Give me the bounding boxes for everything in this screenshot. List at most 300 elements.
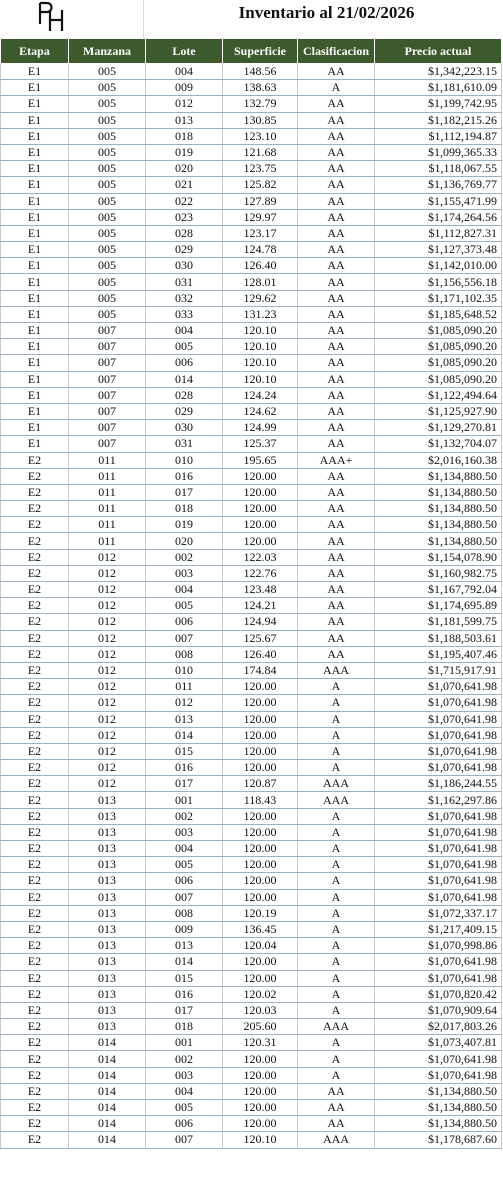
- table-row[interactable]: [1, 112, 502, 128]
- manzana-cell[interactable]: 012: [69, 776, 146, 792]
- lote-cell[interactable]: 016: [146, 468, 223, 484]
- superficie-cell[interactable]: 120.00: [223, 1083, 298, 1099]
- manzana-cell[interactable]: 005: [69, 128, 146, 144]
- clasificacion-cell[interactable]: AA: [298, 112, 375, 128]
- clasificacion-cell[interactable]: A: [298, 1067, 375, 1083]
- etapa-cell[interactable]: E1: [1, 436, 69, 452]
- table-row[interactable]: [1, 1035, 502, 1051]
- clasificacion-cell[interactable]: AA: [298, 96, 375, 112]
- precio-cell[interactable]: $1,070,641.98: [375, 1051, 502, 1067]
- clasificacion-cell[interactable]: AA: [298, 517, 375, 533]
- lote-cell[interactable]: 019: [146, 144, 223, 160]
- superficie-cell[interactable]: 138.63: [223, 80, 298, 96]
- clasificacion-cell[interactable]: A: [298, 760, 375, 776]
- manzana-cell[interactable]: 013: [69, 1002, 146, 1018]
- etapa-cell[interactable]: E1: [1, 161, 69, 177]
- lote-cell[interactable]: 009: [146, 921, 223, 937]
- table-row[interactable]: [1, 727, 502, 743]
- etapa-cell[interactable]: E2: [1, 1067, 69, 1083]
- superficie-cell[interactable]: 129.97: [223, 209, 298, 225]
- superficie-cell[interactable]: 120.10: [223, 355, 298, 371]
- table-row[interactable]: [1, 760, 502, 776]
- manzana-cell[interactable]: 012: [69, 598, 146, 614]
- superficie-cell[interactable]: 120.00: [223, 889, 298, 905]
- superficie-cell[interactable]: 120.04: [223, 938, 298, 954]
- manzana-cell[interactable]: 005: [69, 193, 146, 209]
- manzana-cell[interactable]: 011: [69, 468, 146, 484]
- table-row[interactable]: [1, 662, 502, 678]
- clasificacion-cell[interactable]: A: [298, 743, 375, 759]
- manzana-cell[interactable]: 012: [69, 743, 146, 759]
- manzana-cell[interactable]: 012: [69, 549, 146, 565]
- clasificacion-cell[interactable]: A: [298, 873, 375, 889]
- precio-cell[interactable]: $1,199,742.95: [375, 96, 502, 112]
- precio-cell[interactable]: $1,122,494.64: [375, 387, 502, 403]
- superficie-cell[interactable]: 120.00: [223, 760, 298, 776]
- clasificacion-cell[interactable]: AA: [298, 193, 375, 209]
- lote-cell[interactable]: 007: [146, 1132, 223, 1148]
- lote-cell[interactable]: 004: [146, 64, 223, 80]
- precio-cell[interactable]: $1,112,194.87: [375, 128, 502, 144]
- table-row[interactable]: [1, 355, 502, 371]
- etapa-cell[interactable]: E2: [1, 501, 69, 517]
- manzana-cell[interactable]: 012: [69, 695, 146, 711]
- etapa-cell[interactable]: E2: [1, 598, 69, 614]
- superficie-cell[interactable]: 120.00: [223, 468, 298, 484]
- superficie-cell[interactable]: 120.03: [223, 1002, 298, 1018]
- precio-cell[interactable]: $1,070,641.98: [375, 711, 502, 727]
- column-header-precio-actual[interactable]: Precio actual: [375, 39, 502, 64]
- superficie-cell[interactable]: 124.21: [223, 598, 298, 614]
- table-row[interactable]: [1, 938, 502, 954]
- table-row[interactable]: [1, 808, 502, 824]
- precio-cell[interactable]: $1,134,880.50: [375, 1083, 502, 1099]
- lote-cell[interactable]: 030: [146, 258, 223, 274]
- etapa-cell[interactable]: E2: [1, 1002, 69, 1018]
- clasificacion-cell[interactable]: AA: [298, 290, 375, 306]
- manzana-cell[interactable]: 013: [69, 970, 146, 986]
- precio-cell[interactable]: $1,070,641.98: [375, 743, 502, 759]
- superficie-cell[interactable]: 126.40: [223, 646, 298, 662]
- clasificacion-cell[interactable]: AAA: [298, 792, 375, 808]
- table-row[interactable]: [1, 679, 502, 695]
- precio-cell[interactable]: $1,099,365.33: [375, 144, 502, 160]
- table-row[interactable]: [1, 452, 502, 468]
- superficie-cell[interactable]: 120.00: [223, 727, 298, 743]
- precio-cell[interactable]: $1,070,909.64: [375, 1002, 502, 1018]
- etapa-cell[interactable]: E2: [1, 776, 69, 792]
- table-row[interactable]: [1, 549, 502, 565]
- manzana-cell[interactable]: 005: [69, 225, 146, 241]
- etapa-cell[interactable]: E2: [1, 549, 69, 565]
- precio-cell[interactable]: $1,070,641.98: [375, 873, 502, 889]
- superficie-cell[interactable]: 128.01: [223, 274, 298, 290]
- etapa-cell[interactable]: E2: [1, 452, 69, 468]
- precio-cell[interactable]: $1,070,820.42: [375, 986, 502, 1002]
- lote-cell[interactable]: 015: [146, 743, 223, 759]
- manzana-cell[interactable]: 013: [69, 857, 146, 873]
- superficie-cell[interactable]: 120.00: [223, 743, 298, 759]
- manzana-cell[interactable]: 014: [69, 1083, 146, 1099]
- superficie-cell[interactable]: 136.45: [223, 921, 298, 937]
- manzana-cell[interactable]: 013: [69, 873, 146, 889]
- table-row[interactable]: [1, 80, 502, 96]
- table-row[interactable]: [1, 193, 502, 209]
- manzana-cell[interactable]: 012: [69, 727, 146, 743]
- lote-cell[interactable]: 020: [146, 161, 223, 177]
- precio-cell[interactable]: $1,072,337.17: [375, 905, 502, 921]
- etapa-cell[interactable]: E2: [1, 743, 69, 759]
- superficie-cell[interactable]: 120.00: [223, 711, 298, 727]
- table-row[interactable]: [1, 371, 502, 387]
- precio-cell[interactable]: $1,070,641.98: [375, 1067, 502, 1083]
- table-row[interactable]: [1, 209, 502, 225]
- table-row[interactable]: [1, 1051, 502, 1067]
- clasificacion-cell[interactable]: A: [298, 889, 375, 905]
- manzana-cell[interactable]: 007: [69, 436, 146, 452]
- lote-cell[interactable]: 013: [146, 112, 223, 128]
- precio-cell[interactable]: $1,073,407.81: [375, 1035, 502, 1051]
- superficie-cell[interactable]: 129.62: [223, 290, 298, 306]
- lote-cell[interactable]: 002: [146, 1051, 223, 1067]
- lote-cell[interactable]: 020: [146, 533, 223, 549]
- clasificacion-cell[interactable]: AA: [298, 209, 375, 225]
- clasificacion-cell[interactable]: AA: [298, 64, 375, 80]
- lote-cell[interactable]: 007: [146, 630, 223, 646]
- clasificacion-cell[interactable]: AAA+: [298, 452, 375, 468]
- lote-cell[interactable]: 033: [146, 306, 223, 322]
- etapa-cell[interactable]: E1: [1, 144, 69, 160]
- superficie-cell[interactable]: 120.10: [223, 371, 298, 387]
- superficie-cell[interactable]: 120.00: [223, 1051, 298, 1067]
- etapa-cell[interactable]: E2: [1, 662, 69, 678]
- manzana-cell[interactable]: 014: [69, 1051, 146, 1067]
- table-row[interactable]: [1, 614, 502, 630]
- manzana-cell[interactable]: 013: [69, 938, 146, 954]
- table-row[interactable]: [1, 743, 502, 759]
- manzana-cell[interactable]: 005: [69, 64, 146, 80]
- table-row[interactable]: [1, 792, 502, 808]
- etapa-cell[interactable]: E2: [1, 889, 69, 905]
- etapa-cell[interactable]: E1: [1, 193, 69, 209]
- clasificacion-cell[interactable]: AA: [298, 161, 375, 177]
- etapa-cell[interactable]: E2: [1, 792, 69, 808]
- lote-cell[interactable]: 011: [146, 679, 223, 695]
- table-row[interactable]: [1, 954, 502, 970]
- precio-cell[interactable]: $1,070,641.98: [375, 727, 502, 743]
- lote-cell[interactable]: 006: [146, 873, 223, 889]
- etapa-cell[interactable]: E2: [1, 1083, 69, 1099]
- superficie-cell[interactable]: 120.00: [223, 1116, 298, 1132]
- etapa-cell[interactable]: E1: [1, 274, 69, 290]
- lote-cell[interactable]: 014: [146, 727, 223, 743]
- table-row[interactable]: [1, 436, 502, 452]
- table-row[interactable]: [1, 582, 502, 598]
- etapa-cell[interactable]: E1: [1, 80, 69, 96]
- etapa-cell[interactable]: E2: [1, 565, 69, 581]
- manzana-cell[interactable]: 013: [69, 905, 146, 921]
- precio-cell[interactable]: $1,134,880.50: [375, 1100, 502, 1116]
- table-row[interactable]: [1, 646, 502, 662]
- lote-cell[interactable]: 002: [146, 808, 223, 824]
- lote-cell[interactable]: 004: [146, 582, 223, 598]
- clasificacion-cell[interactable]: AA: [298, 128, 375, 144]
- clasificacion-cell[interactable]: AA: [298, 225, 375, 241]
- etapa-cell[interactable]: E2: [1, 954, 69, 970]
- precio-cell[interactable]: $1,186,244.55: [375, 776, 502, 792]
- precio-cell[interactable]: $1,085,090.20: [375, 339, 502, 355]
- lote-cell[interactable]: 028: [146, 387, 223, 403]
- manzana-cell[interactable]: 011: [69, 517, 146, 533]
- table-row[interactable]: [1, 64, 502, 80]
- lote-cell[interactable]: 032: [146, 290, 223, 306]
- precio-cell[interactable]: $1,070,641.98: [375, 857, 502, 873]
- precio-cell[interactable]: $1,217,409.15: [375, 921, 502, 937]
- table-row[interactable]: [1, 1083, 502, 1099]
- clasificacion-cell[interactable]: AA: [298, 468, 375, 484]
- etapa-cell[interactable]: E2: [1, 727, 69, 743]
- manzana-cell[interactable]: 011: [69, 533, 146, 549]
- etapa-cell[interactable]: E1: [1, 387, 69, 403]
- precio-cell[interactable]: $1,134,880.50: [375, 468, 502, 484]
- manzana-cell[interactable]: 007: [69, 420, 146, 436]
- clasificacion-cell[interactable]: AA: [298, 436, 375, 452]
- manzana-cell[interactable]: 013: [69, 841, 146, 857]
- precio-cell[interactable]: $1,112,827.31: [375, 225, 502, 241]
- superficie-cell[interactable]: 124.78: [223, 242, 298, 258]
- etapa-cell[interactable]: E2: [1, 614, 69, 630]
- column-header-etapa[interactable]: Etapa: [1, 39, 69, 64]
- lote-cell[interactable]: 005: [146, 1100, 223, 1116]
- table-row[interactable]: [1, 290, 502, 306]
- lote-cell[interactable]: 008: [146, 905, 223, 921]
- etapa-cell[interactable]: E2: [1, 905, 69, 921]
- manzana-cell[interactable]: 007: [69, 371, 146, 387]
- superficie-cell[interactable]: 120.00: [223, 873, 298, 889]
- etapa-cell[interactable]: E2: [1, 857, 69, 873]
- etapa-cell[interactable]: E2: [1, 484, 69, 500]
- lote-cell[interactable]: 007: [146, 889, 223, 905]
- etapa-cell[interactable]: E2: [1, 711, 69, 727]
- superficie-cell[interactable]: 123.10: [223, 128, 298, 144]
- precio-cell[interactable]: $1,181,599.75: [375, 614, 502, 630]
- table-row[interactable]: [1, 177, 502, 193]
- lote-cell[interactable]: 028: [146, 225, 223, 241]
- precio-cell[interactable]: $1,162,297.86: [375, 792, 502, 808]
- etapa-cell[interactable]: E1: [1, 420, 69, 436]
- superficie-cell[interactable]: 205.60: [223, 1019, 298, 1035]
- lote-cell[interactable]: 029: [146, 403, 223, 419]
- table-row[interactable]: [1, 1067, 502, 1083]
- clasificacion-cell[interactable]: AA: [298, 323, 375, 339]
- clasificacion-cell[interactable]: AA: [298, 258, 375, 274]
- clasificacion-cell[interactable]: AA: [298, 1116, 375, 1132]
- manzana-cell[interactable]: 013: [69, 954, 146, 970]
- manzana-cell[interactable]: 012: [69, 662, 146, 678]
- precio-cell[interactable]: $1,070,641.98: [375, 889, 502, 905]
- clasificacion-cell[interactable]: AA: [298, 1083, 375, 1099]
- manzana-cell[interactable]: 007: [69, 403, 146, 419]
- clasificacion-cell[interactable]: A: [298, 80, 375, 96]
- superficie-cell[interactable]: 120.19: [223, 905, 298, 921]
- manzana-cell[interactable]: 013: [69, 986, 146, 1002]
- table-row[interactable]: [1, 484, 502, 500]
- etapa-cell[interactable]: E1: [1, 225, 69, 241]
- manzana-cell[interactable]: 007: [69, 339, 146, 355]
- precio-cell[interactable]: $1,715,917.91: [375, 662, 502, 678]
- etapa-cell[interactable]: E1: [1, 258, 69, 274]
- table-row[interactable]: [1, 776, 502, 792]
- precio-cell[interactable]: $1,171,102.35: [375, 290, 502, 306]
- manzana-cell[interactable]: 011: [69, 452, 146, 468]
- superficie-cell[interactable]: 125.37: [223, 436, 298, 452]
- superficie-cell[interactable]: 120.10: [223, 1132, 298, 1148]
- etapa-cell[interactable]: E1: [1, 128, 69, 144]
- lote-cell[interactable]: 018: [146, 128, 223, 144]
- manzana-cell[interactable]: 012: [69, 582, 146, 598]
- superficie-cell[interactable]: 124.99: [223, 420, 298, 436]
- manzana-cell[interactable]: 005: [69, 161, 146, 177]
- column-header-manzana[interactable]: Manzana: [69, 39, 146, 64]
- table-row[interactable]: [1, 420, 502, 436]
- clasificacion-cell[interactable]: AAA: [298, 776, 375, 792]
- superficie-cell[interactable]: 120.00: [223, 501, 298, 517]
- clasificacion-cell[interactable]: AA: [298, 371, 375, 387]
- superficie-cell[interactable]: 123.17: [223, 225, 298, 241]
- table-row[interactable]: [1, 1019, 502, 1035]
- column-header-clasificacion[interactable]: Clasificacion: [298, 39, 375, 64]
- etapa-cell[interactable]: E2: [1, 970, 69, 986]
- manzana-cell[interactable]: 005: [69, 274, 146, 290]
- manzana-cell[interactable]: 014: [69, 1035, 146, 1051]
- superficie-cell[interactable]: 120.10: [223, 323, 298, 339]
- manzana-cell[interactable]: 013: [69, 824, 146, 840]
- etapa-cell[interactable]: E2: [1, 824, 69, 840]
- precio-cell[interactable]: $1,085,090.20: [375, 371, 502, 387]
- clasificacion-cell[interactable]: AA: [298, 177, 375, 193]
- manzana-cell[interactable]: 012: [69, 565, 146, 581]
- clasificacion-cell[interactable]: AA: [298, 144, 375, 160]
- manzana-cell[interactable]: 013: [69, 921, 146, 937]
- etapa-cell[interactable]: E2: [1, 630, 69, 646]
- table-row[interactable]: [1, 96, 502, 112]
- clasificacion-cell[interactable]: A: [298, 938, 375, 954]
- etapa-cell[interactable]: E1: [1, 355, 69, 371]
- lote-cell[interactable]: 021: [146, 177, 223, 193]
- lote-cell[interactable]: 015: [146, 970, 223, 986]
- lote-cell[interactable]: 004: [146, 323, 223, 339]
- table-row[interactable]: [1, 339, 502, 355]
- superficie-cell[interactable]: 195.65: [223, 452, 298, 468]
- superficie-cell[interactable]: 120.00: [223, 679, 298, 695]
- manzana-cell[interactable]: 005: [69, 209, 146, 225]
- table-row[interactable]: [1, 889, 502, 905]
- table-row[interactable]: [1, 258, 502, 274]
- superficie-cell[interactable]: 126.40: [223, 258, 298, 274]
- clasificacion-cell[interactable]: A: [298, 1002, 375, 1018]
- manzana-cell[interactable]: 011: [69, 501, 146, 517]
- clasificacion-cell[interactable]: A: [298, 711, 375, 727]
- superficie-cell[interactable]: 131.23: [223, 306, 298, 322]
- manzana-cell[interactable]: 013: [69, 808, 146, 824]
- clasificacion-cell[interactable]: AA: [298, 242, 375, 258]
- superficie-cell[interactable]: 148.56: [223, 64, 298, 80]
- superficie-cell[interactable]: 120.00: [223, 857, 298, 873]
- etapa-cell[interactable]: E2: [1, 1019, 69, 1035]
- manzana-cell[interactable]: 011: [69, 484, 146, 500]
- etapa-cell[interactable]: E1: [1, 209, 69, 225]
- lote-cell[interactable]: 017: [146, 1002, 223, 1018]
- lote-cell[interactable]: 012: [146, 96, 223, 112]
- etapa-cell[interactable]: E2: [1, 921, 69, 937]
- etapa-cell[interactable]: E1: [1, 290, 69, 306]
- clasificacion-cell[interactable]: AA: [298, 646, 375, 662]
- superficie-cell[interactable]: 120.00: [223, 970, 298, 986]
- clasificacion-cell[interactable]: AA: [298, 420, 375, 436]
- table-row[interactable]: [1, 501, 502, 517]
- superficie-cell[interactable]: 174.84: [223, 662, 298, 678]
- lote-cell[interactable]: 006: [146, 1116, 223, 1132]
- clasificacion-cell[interactable]: A: [298, 986, 375, 1002]
- manzana-cell[interactable]: 014: [69, 1116, 146, 1132]
- clasificacion-cell[interactable]: A: [298, 808, 375, 824]
- lote-cell[interactable]: 001: [146, 1035, 223, 1051]
- precio-cell[interactable]: $1,156,556.18: [375, 274, 502, 290]
- lote-cell[interactable]: 016: [146, 986, 223, 1002]
- clasificacion-cell[interactable]: AA: [298, 501, 375, 517]
- lote-cell[interactable]: 005: [146, 339, 223, 355]
- superficie-cell[interactable]: 120.00: [223, 533, 298, 549]
- etapa-cell[interactable]: E2: [1, 873, 69, 889]
- etapa-cell[interactable]: E1: [1, 403, 69, 419]
- lote-cell[interactable]: 017: [146, 776, 223, 792]
- lote-cell[interactable]: 029: [146, 242, 223, 258]
- clasificacion-cell[interactable]: A: [298, 954, 375, 970]
- table-row[interactable]: [1, 970, 502, 986]
- superficie-cell[interactable]: 123.75: [223, 161, 298, 177]
- clasificacion-cell[interactable]: AA: [298, 484, 375, 500]
- table-row[interactable]: [1, 565, 502, 581]
- precio-cell[interactable]: $1,155,471.99: [375, 193, 502, 209]
- precio-cell[interactable]: $1,178,687.60: [375, 1132, 502, 1148]
- superficie-cell[interactable]: 124.24: [223, 387, 298, 403]
- superficie-cell[interactable]: 120.00: [223, 841, 298, 857]
- clasificacion-cell[interactable]: A: [298, 695, 375, 711]
- etapa-cell[interactable]: E2: [1, 938, 69, 954]
- precio-cell[interactable]: $1,132,704.07: [375, 436, 502, 452]
- clasificacion-cell[interactable]: AA: [298, 306, 375, 322]
- lote-cell[interactable]: 008: [146, 646, 223, 662]
- lote-cell[interactable]: 003: [146, 565, 223, 581]
- clasificacion-cell[interactable]: AA: [298, 565, 375, 581]
- lote-cell[interactable]: 004: [146, 841, 223, 857]
- clasificacion-cell[interactable]: A: [298, 841, 375, 857]
- clasificacion-cell[interactable]: AAA: [298, 1019, 375, 1035]
- etapa-cell[interactable]: E2: [1, 517, 69, 533]
- etapa-cell[interactable]: E1: [1, 323, 69, 339]
- clasificacion-cell[interactable]: A: [298, 905, 375, 921]
- table-row[interactable]: [1, 711, 502, 727]
- lote-cell[interactable]: 010: [146, 662, 223, 678]
- superficie-cell[interactable]: 118.43: [223, 792, 298, 808]
- superficie-cell[interactable]: 120.31: [223, 1035, 298, 1051]
- lote-cell[interactable]: 001: [146, 792, 223, 808]
- etapa-cell[interactable]: E1: [1, 242, 69, 258]
- manzana-cell[interactable]: 012: [69, 711, 146, 727]
- superficie-cell[interactable]: 120.00: [223, 517, 298, 533]
- precio-cell[interactable]: $1,070,641.98: [375, 679, 502, 695]
- precio-cell[interactable]: $1,085,090.20: [375, 355, 502, 371]
